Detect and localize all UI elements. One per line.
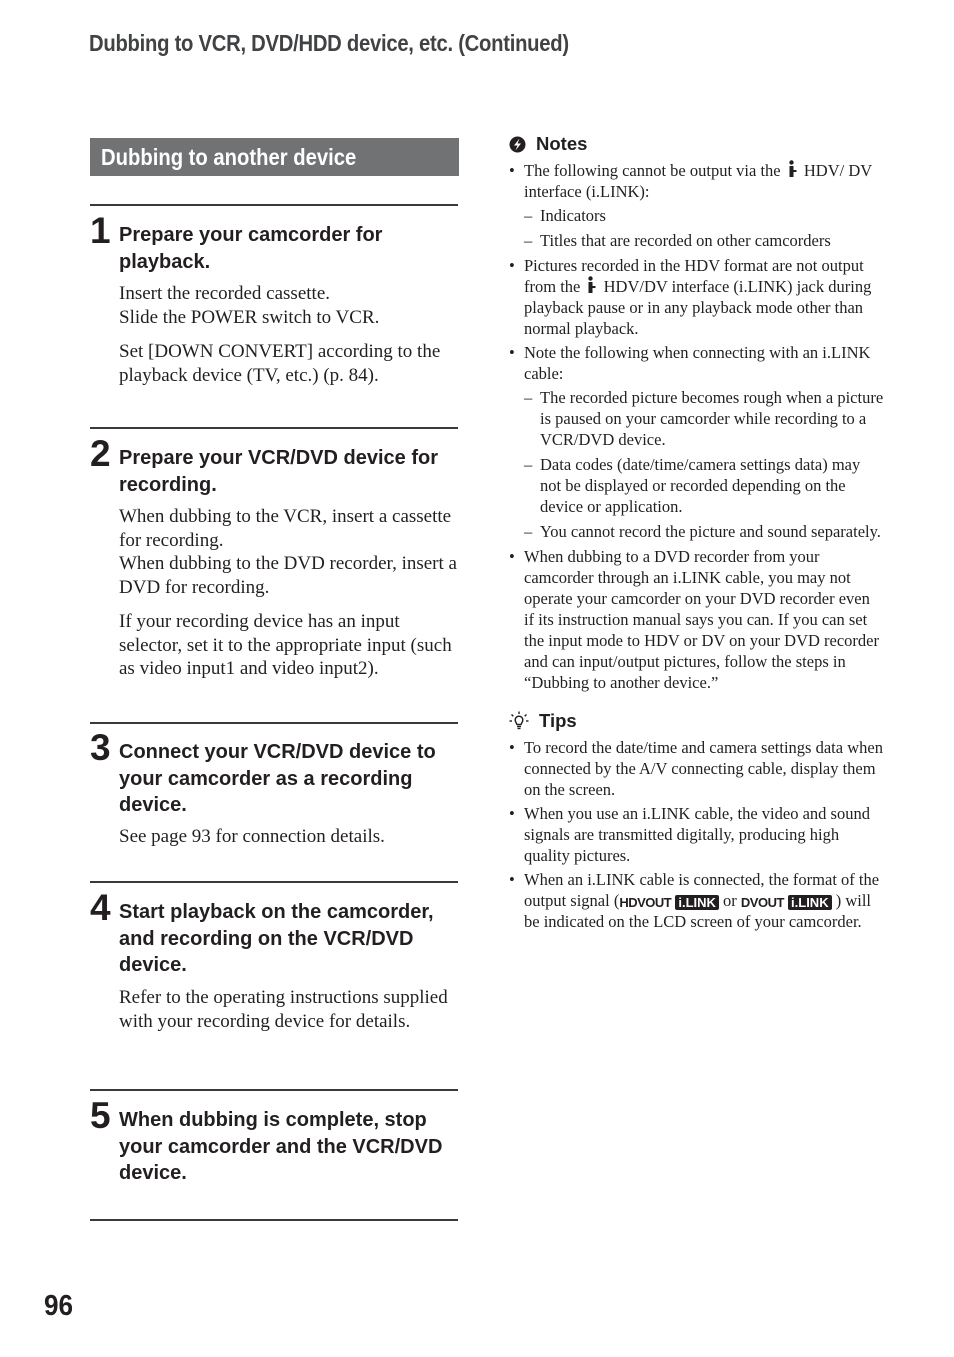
tips-block [509, 709, 884, 932]
step-1-heading: Prepare your camcorder for playback. [119, 224, 383, 273]
step-3-number: 3 [90, 727, 111, 768]
list-item [509, 546, 884, 693]
list-item: – The recorded picture becomes rough when a picture is paused on your camcorder while recording to a VCR/DVD device. [524, 387, 884, 450]
step-2-number: 2 [90, 433, 111, 474]
hdvout-badge: HDVOUT [619, 895, 672, 910]
list-item: – You cannot record the picture and sound separately. [524, 521, 884, 542]
step-4-body [119, 986, 464, 1033]
list-item: – Indicators [524, 205, 884, 226]
step-divider [90, 722, 458, 724]
step-2-paragraph: If your recording device has an input selector, set it to the appropriate input (such as video input1 and video input2). [119, 611, 452, 679]
step-4-number: 4 [90, 887, 111, 928]
notes-icon [509, 136, 526, 153]
running-head: Dubbing to VCR, DVD/HDD device, etc. (Continued) [89, 30, 569, 56]
step-1-number: 1 [90, 210, 111, 251]
step-2-body [119, 505, 464, 681]
step-4-heading: Start playback on the camcorder, and recording on the VCR/DVD device. [119, 901, 434, 976]
notes-heading [509, 132, 884, 156]
section-title-bar [90, 138, 459, 176]
list-item [509, 342, 884, 542]
list-item: – Data codes (date/time/camera settings data) may not be displayed or recorded depending on the device or application. [524, 454, 884, 517]
note-text: Pictures recorded in the HDV format are not output from the [524, 256, 864, 296]
list-item [509, 255, 884, 339]
step-3-body [119, 825, 464, 849]
ilink-badge: i.LINK [675, 895, 719, 910]
step-divider [90, 1089, 458, 1091]
step-1-body [119, 282, 464, 387]
list-item: – Titles that are recorded on other camcorders [524, 230, 884, 251]
step-2-heading: Prepare your VCR/DVD device for recording. [119, 447, 438, 496]
step-3-paragraph: See page 93 for connection details. [119, 826, 385, 847]
tips-heading [509, 709, 884, 733]
tips-title: Tips [539, 710, 577, 731]
step-2-paragraph: When dubbing to the VCR, insert a cassette for recording. When dubbing to the DVD recorder, insert a DVD for recording. [119, 506, 457, 598]
list-item: • When you use an i.LINK cable, the video and sound signals are transmitted digitally, producing high quality pictures. [509, 803, 884, 866]
step-1-paragraph: Set [DOWN CONVERT] according to the playback device (TV, etc.) (p. 84). [119, 341, 441, 386]
notes-title: Notes [536, 133, 588, 154]
list-item [509, 869, 884, 932]
step-4-paragraph: Refer to the operating instructions supplied with your recording device for details. [119, 987, 448, 1032]
step-5-number: 5 [90, 1095, 111, 1136]
step-divider [90, 1219, 458, 1221]
notes-sublist [524, 387, 884, 542]
step-divider [90, 204, 458, 206]
page-number: 96 [44, 1290, 74, 1322]
note-text: HDV/ DV interface (i.LINK): [524, 161, 872, 201]
step-divider [90, 881, 458, 883]
tips-list [509, 737, 884, 932]
note-text: The following cannot be output via the [524, 161, 781, 180]
tip-text: ) will be indicated on the LCD screen of your camcorder. [524, 891, 872, 931]
note-text: HDV/DV interface (i.LINK) jack during playback pause or in any playback mode other than normal playback. [524, 277, 872, 338]
notes-list [509, 160, 884, 693]
step-5-heading: When dubbing is complete, stop your camcorder and the VCR/DVD device. [119, 1109, 443, 1184]
tip-text: or [718, 891, 741, 910]
section-title: Dubbing to another device [101, 144, 357, 170]
ilink-badge: i.LINK [788, 895, 832, 910]
step-3-heading: Connect your VCR/DVD device to your camcorder as a recording device. [119, 741, 436, 816]
ilink-icon [587, 276, 596, 294]
list-item: • To record the date/time and camera settings data when connected by the A/V connecting cable, display them on the screen. [509, 737, 884, 800]
lightbulb-icon [509, 711, 529, 731]
dvout-badge: DVOUT [740, 895, 784, 910]
side-notes-column [509, 132, 884, 935]
note-text: When dubbing to a DVD recorder from your camcorder through an i.LINK cable, you may not operate your camcorder on your DVD recorder even if its instruction manual says you can. If you can set the input mode to HDV or DV on your DVD recorder and can input/output pictures, follow the steps in “Dubbing to another device.” [524, 547, 879, 692]
note-text: Note the following when connecting with an i.LINK cable: [524, 343, 871, 383]
step-1-paragraph: Insert the recorded cassette. Slide the POWER switch to VCR. [119, 283, 380, 328]
notes-sublist [524, 205, 884, 251]
step-divider [90, 427, 458, 429]
ilink-icon [788, 160, 797, 178]
tip-text: When an i.LINK cable is connected, the format of the output signal ( [524, 870, 880, 910]
list-item [509, 160, 884, 251]
